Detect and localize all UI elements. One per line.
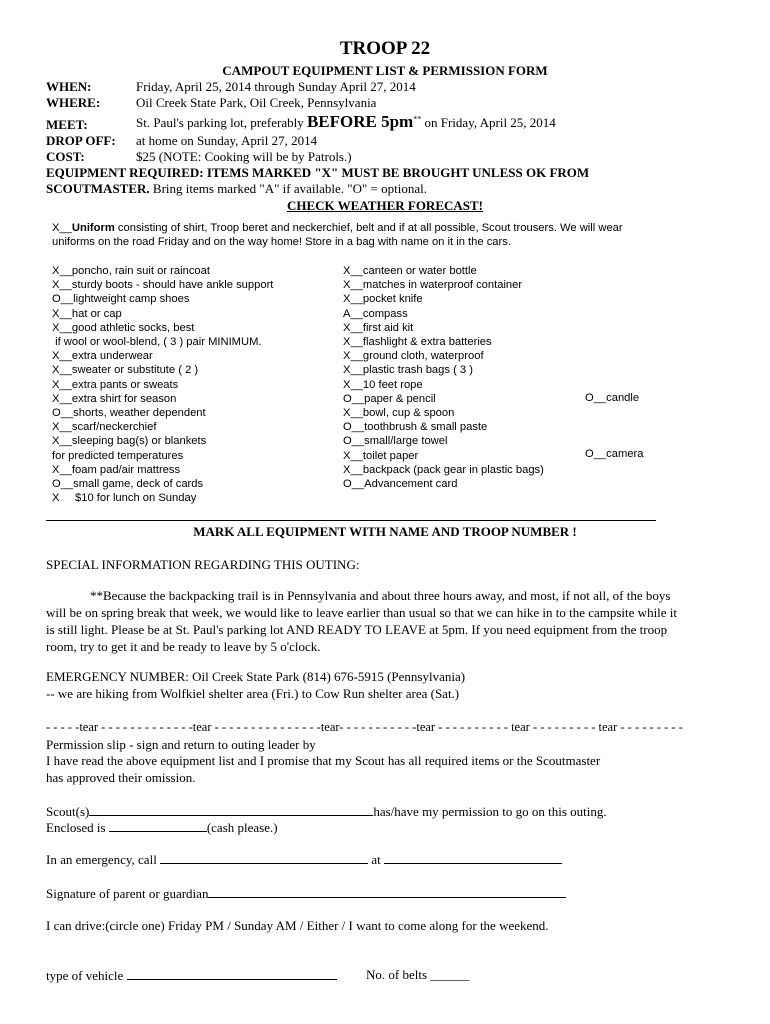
troop-title: TROOP 22 (339, 38, 431, 59)
equipment-item: X__scarf/neckerchief (52, 421, 157, 434)
meet-value-pre: St. Paul's parking lot, preferably (136, 115, 304, 130)
vehicle-type-field[interactable] (127, 967, 337, 980)
equipment-item: X $10 for lunch on Sunday (52, 492, 197, 505)
equipment-item: X__sweater or substitute ( 2 ) (52, 364, 199, 377)
equipment-item: X__ground cloth, waterproof (343, 350, 484, 363)
when-value: Friday, April 25, 2014 through Sunday April 27, 2014 (136, 79, 416, 94)
uniform-prefix: X__ (52, 222, 72, 234)
special-info-line3: is still light. Please be at St. Paul's parking lot AND READY TO LEAVE at 5pm. If you need equipment from the troop (46, 622, 668, 637)
uniform-line1 (52, 222, 623, 234)
equipment-item: X__extra underwear (52, 350, 153, 363)
equipment-item: O__paper & pencil (343, 392, 436, 405)
requirements-legend: Bring items marked "A" if available. "O" = optional. (149, 181, 427, 196)
equipment-item: if wool or wool-blend, ( 3 ) pair MINIMUM. (52, 336, 262, 349)
equipment-item: X__poncho, rain suit or raincoat (52, 265, 210, 277)
equipment-list-middle (343, 264, 544, 491)
equipment-item: O__lightweight camp shoes (52, 293, 190, 306)
mark-equipment-notice: MARK ALL EQUIPMENT WITH NAME AND TROOP NUMBER ! (193, 524, 577, 539)
dropoff-value: at home on Sunday, April 27, 2014 (136, 133, 318, 148)
equipment-item: O__toothbrush & small paste (343, 421, 488, 434)
drive-availability: I can drive:(circle one) Friday PM / Sunday AM / Either / I want to come along for the weekend. (46, 918, 549, 933)
permission-heading: Permission slip - sign and return to outing leader by (46, 737, 316, 752)
equipment-item: X__10 feet rope (343, 378, 423, 391)
form-subtitle: CAMPOUT EQUIPMENT LIST & PERMISSION FORM (222, 63, 548, 78)
special-info-line1: **Because the backpacking trail is in Pennsylvania and about three hours away, and most, if not all, of the boys (90, 588, 671, 603)
enclosed-label: Enclosed is (46, 820, 109, 835)
where-label: WHERE: (46, 95, 101, 110)
emergency-number: EMERGENCY NUMBER: Oil Creek State Park (814) 676-5915 (Pennsylvania) (46, 669, 466, 684)
permission-statement-line1: I have read the above equipment list and I promise that my Scout has all required items or the Scoutmaster (46, 753, 601, 768)
equipment-item: X__foam pad/air mattress (52, 463, 181, 476)
equipment-item: O__Advancement card (343, 478, 458, 491)
signature-line (46, 885, 566, 902)
equipment-item: X__good athletic socks, best (52, 321, 195, 334)
special-info-line2: will be on spring break that week, we would like to leave earlier than usual so that we can hike in to the campsite while it (46, 605, 678, 620)
equipment-item: A__compass (343, 307, 408, 320)
requirements-scoutmaster: SCOUTMASTER. (46, 181, 150, 196)
emergency-contact-phone-field[interactable] (384, 851, 562, 864)
equipment-item: for predicted temperatures (52, 449, 184, 462)
vehicle-label: type of vehicle (46, 968, 127, 983)
emergency-contact-line (46, 851, 562, 868)
candle-item: O__candle (585, 392, 640, 404)
signature-field[interactable] (208, 885, 566, 898)
when-label: WHEN: (46, 79, 92, 94)
equipment-item: X__bowl, cup & spoon (343, 407, 455, 420)
requirements-line2 (46, 181, 427, 197)
enclosed-line (46, 819, 278, 836)
uniform-description: consisting of shirt, Troop beret and neckerchief, belt and if at all possible, Scout trousers. We will wear (114, 222, 623, 234)
scouts-name-field[interactable] (89, 803, 373, 816)
equipment-item: X__canteen or water bottle (343, 265, 477, 277)
emergency-contact-label: In an emergency, call (46, 852, 161, 867)
equipment-item: X__extra pants or sweats (52, 378, 179, 391)
hiking-route: -- we are hiking from Wolfkiel shelter area (Fri.) to Cow Run shelter area (Sat.) (46, 686, 460, 701)
enclosed-note: (cash please.) (206, 820, 278, 835)
meet-emphasis: BEFORE 5pm (306, 112, 414, 131)
scouts-permission-text: has/have my permission to go on this outing. (373, 804, 607, 819)
equipment-item: X__sturdy boots - should have ankle support (52, 279, 274, 292)
equipment-item: X__first aid kit (343, 321, 414, 334)
emergency-contact-at: at (368, 852, 384, 867)
belts-field[interactable]: No. of belts ______ (366, 967, 470, 982)
meet-value-post: on Friday, April 25, 2014 (424, 115, 556, 130)
emergency-contact-name-field[interactable] (160, 851, 368, 864)
equipment-item: X__hat or cap (52, 307, 122, 320)
equipment-item: X__backpack (pack gear in plastic bags) (343, 463, 544, 476)
weather-notice: CHECK WEATHER FORECAST! (287, 198, 483, 213)
tear-line: - - - - -tear - - - - - - - - - - - - -tear - - - - - - - - - - - - - - -tear- - - - - - - - - - -tear - - - - - - - - - - tear - - - - - - - - - tear - - - - - - - - - (46, 720, 683, 734)
dropoff-label: DROP OFF: (46, 133, 116, 148)
permission-statement-line2: has approved their omission. (46, 770, 196, 785)
equipment-item: X__sleeping bag(s) or blankets (52, 435, 207, 448)
camera-item: O__camera (585, 448, 644, 460)
where-value: Oil Creek State Park, Oil Creek, Pennsylvania (136, 95, 377, 110)
enclosed-amount-field[interactable] (109, 819, 207, 832)
uniform-line2: uniforms on the road Friday and on the way home! Store in a bag with name on it in the cars. (52, 236, 511, 248)
special-info-heading: SPECIAL INFORMATION REGARDING THIS OUTING: (46, 557, 360, 572)
equipment-item: X__extra shirt for season (52, 392, 177, 405)
meet-label: MEET: (46, 117, 88, 132)
equipment-item: O__small/large towel (343, 435, 448, 448)
meet-value (136, 112, 556, 132)
equipment-item: X__flashlight & extra batteries (343, 336, 492, 349)
vehicle-line (46, 967, 337, 984)
scouts-label: Scout(s) (46, 804, 90, 819)
divider-line (46, 520, 656, 521)
equipment-item: X__plastic trash bags ( 3 ) (343, 364, 473, 377)
equipment-item: O__small game, deck of cards (52, 478, 204, 491)
signature-label: Signature of parent or guardian (46, 886, 209, 901)
cost-label: COST: (46, 149, 85, 164)
equipment-item: X__matches in waterproof container (343, 279, 523, 292)
equipment-item: X__toilet paper (343, 449, 419, 462)
equipment-item: O__shorts, weather dependent (52, 407, 206, 420)
uniform-label: Uniform (71, 222, 115, 234)
meet-footnote-mark: ** (413, 114, 422, 124)
cost-value: $25 (NOTE: Cooking will be by Patrols.) (136, 149, 352, 164)
equipment-list-left (52, 264, 273, 505)
special-info-line4: room, try to get it and be ready to leave by 5 o'clock. (46, 639, 321, 654)
requirements-line1: EQUIPMENT REQUIRED: ITEMS MARKED "X" MUST BE BROUGHT UNLESS OK FROM (46, 165, 590, 180)
equipment-item: X__pocket knife (343, 293, 423, 306)
scouts-permission-line (46, 803, 607, 820)
